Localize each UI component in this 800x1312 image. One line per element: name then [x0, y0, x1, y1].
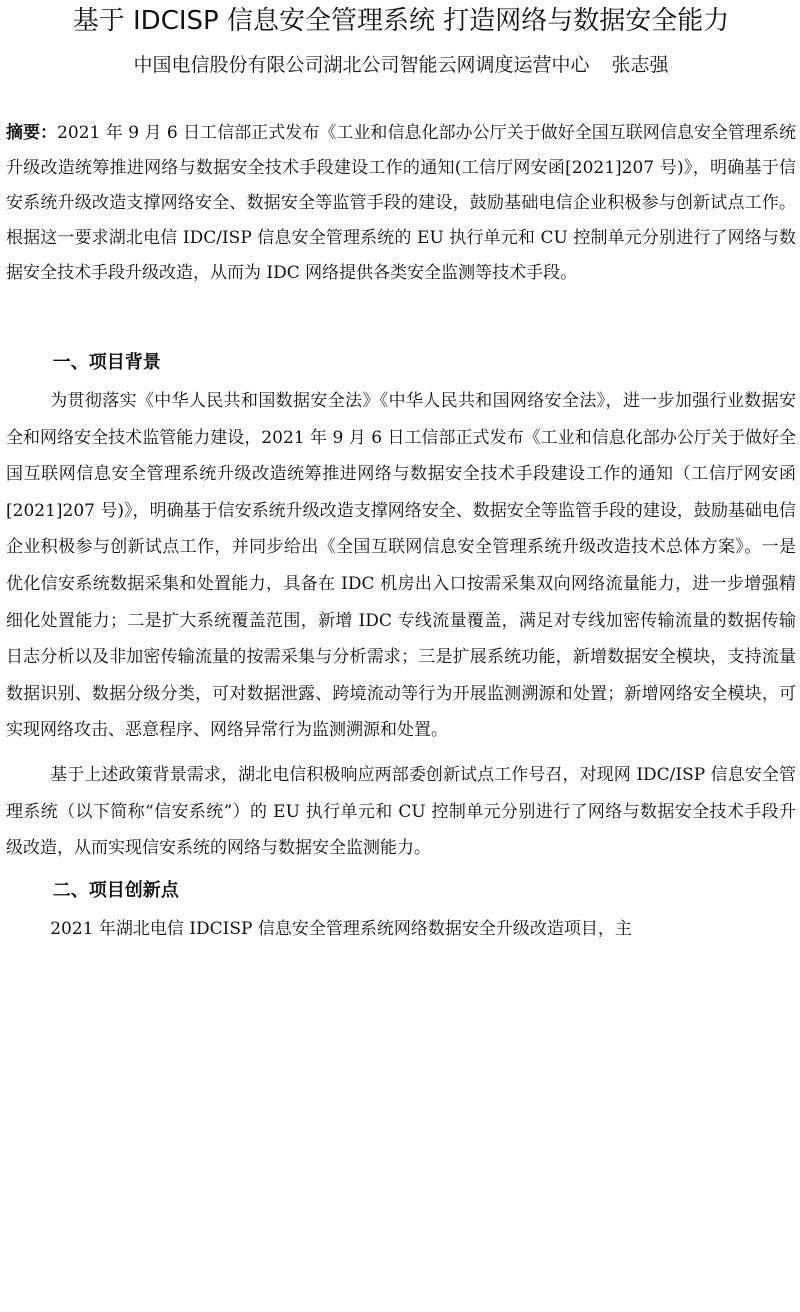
section-heading-innovation: 二、项目创新点 — [52, 879, 179, 901]
author-name: 张志强 — [611, 54, 669, 76]
author-line — [6, 52, 796, 78]
abstract-label: 摘要： — [6, 123, 58, 143]
body-paragraph-background: 为贯彻落实《中华人民共和国数据安全法》《中华人民共和国网络安全法》，进一步加强行业数据安全和网络安全技术监管能力建设，2021 年 9 月 6 日工信部正式发布《工业和信息化部办公厅关于做好全国互联网信息安全管理系统升级改造统筹推进网络与数据安全技术手段建设工作的通知（工信厅网安函[2021]207 号)》，明确基于信安系统升级改造支撑网络安全、数据安全等监管手段的建设，鼓励基础电信企业积极参与创新试点工作，并同步给出《全国互联网信息安全管理系统升级改造技术总体方案》。一是优化信安系统数据采集和处置能力，具备在 IDC 机房出入口按需采集双向网络流量能力，进一步增强精细化处置能力；二是扩大系统覆盖范围，新增 IDC 专线流量覆盖，满足对专线加密传输流量的数据传输日志分析以及非加密传输流量的按需采集与分析需求；三是扩展系统功能，新增数据安全模块，支持流量数据识别、数据分级分类，可对数据泄露、跨境流动等行为开展监测溯源和处置；新增网络安全模块，可实现网络攻击、恶意程序、网络异常行为监测溯源和处置。 — [6, 391, 796, 741]
document-title: 基于 IDCISP 信息安全管理系统 打造网络与数据安全能力 — [72, 6, 730, 36]
abstract-paragraph — [6, 116, 796, 291]
body-paragraph-response: 基于上述政策背景需求，湖北电信积极响应两部委创新试点工作号召，对现网 IDC/ISP 信息安全管理系统（以下简称“信安系统”）的 EU 执行单元和 CU 控制单元分别进行了网络与数据安全技术手段升级改造，从而实现信安系统的网络与数据安全监测能力。 — [6, 764, 796, 859]
author-affiliation: 中国电信股份有限公司湖北公司智能云网调度运营中心 — [133, 54, 590, 76]
body-paragraph-innovation: 2021 年湖北电信 IDCISP 信息安全管理系统网络数据安全升级改造项目，主 — [50, 918, 632, 939]
abstract-text: 2021 年 9 月 6 日工信部正式发布《工业和信息化部办公厅关于做好全国互联网信息安全管理系统升级改造统筹推进网络与数据安全技术手段建设工作的通知(工信厅网安函[2021]207 号)》，明确基于信安系统升级改造支撑网络安全、数据安全等监管手段的建设，鼓励基础电信企业积极参与创新试点工作。根据这一要求湖北电信 IDC/ISP 信息安全管理系统的 EU 执行单元和 CU 控制单元分别进行了网络与数据安全技术手段升级改造，从而为 IDC 网络提供各类安全监测等技术手段。 — [6, 123, 796, 283]
section-heading-background: 一、项目背景 — [52, 352, 161, 373]
